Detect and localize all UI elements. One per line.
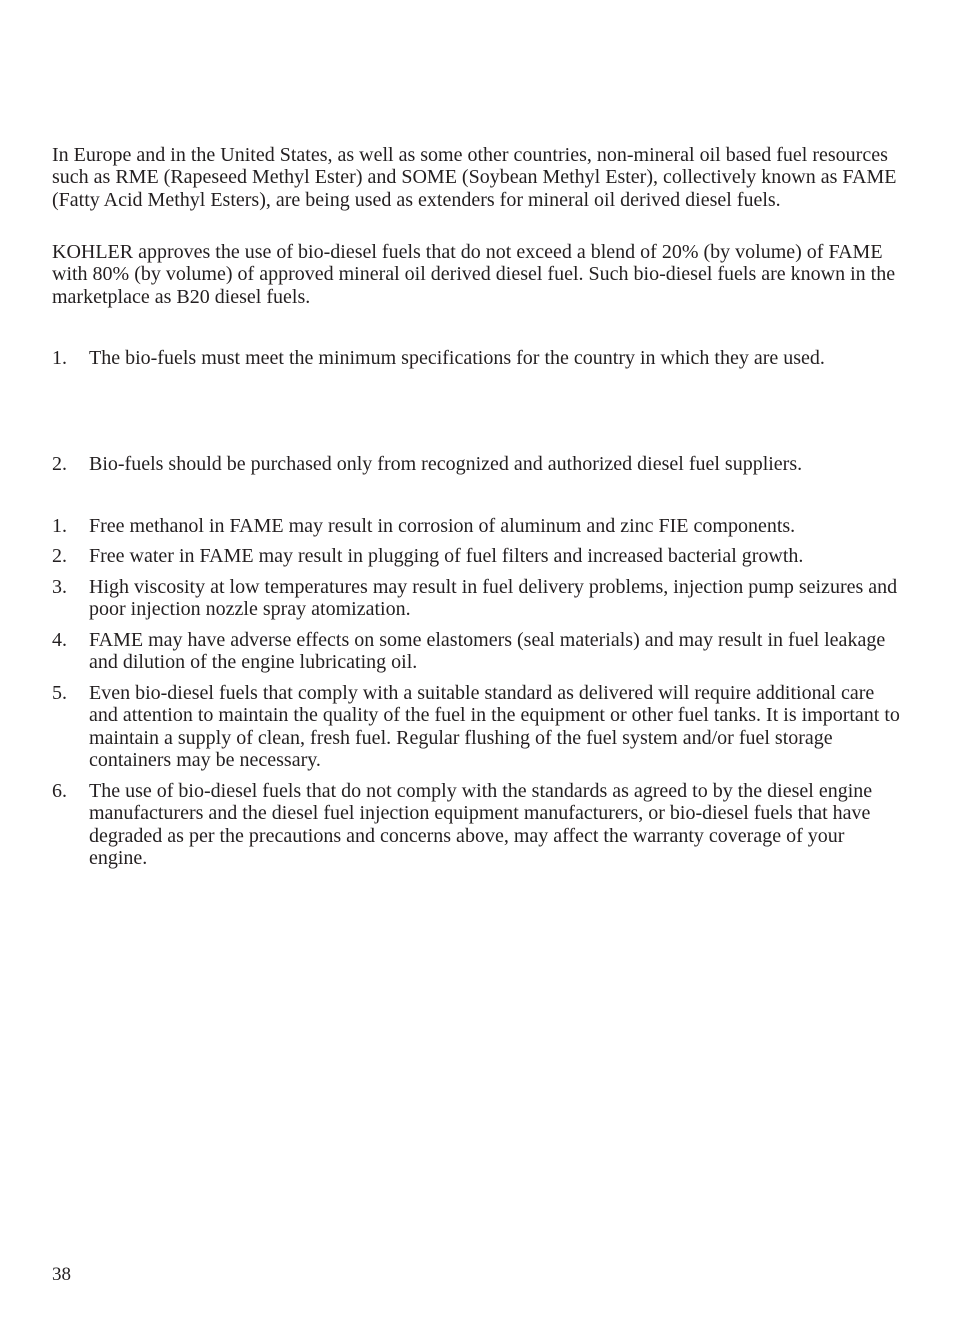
concern-item [52,515,902,537]
concern-item [52,629,902,674]
list-number: 3. [52,576,67,598]
list-text: The use of bio-diesel fuels that do not comply with the standards as agreed to by the diesel engine manufacturers and the diesel fuel injection equipment manufacturers, or bio-diesel fuels that have degraded as per the precautions and concerns above, may affect the warranty coverage of your engine. [89,780,873,870]
list-text: Even bio-diesel fuels that comply with a suitable standard as delivered will require additional care and attention to maintain the quality of the fuel in the equipment or other fuel tanks. It is important to maintain a supply of clean, fresh fuel. Regular flushing of the fuel system and/or fuel storage containers may be necessary. [89,682,900,772]
list-number: 1. [52,515,67,537]
list-text: Free water in FAME may result in plugging of fuel filters and increased bacterial growth. [89,545,804,567]
list-number: 5. [52,682,67,704]
list-text: FAME may have adverse effects on some elastomers (seal materials) and may result in fuel leakage and dilution of the engine lubricating oil. [89,629,886,674]
list-text: Bio-fuels should be purchased only from recognized and authorized diesel fuel suppliers. [89,453,803,475]
page-number: 38 [52,1264,71,1285]
requirement-item [52,347,902,369]
list-number: 6. [52,780,67,802]
list-text: The bio-fuels must meet the minimum specifications for the country in which they are used. [89,347,825,369]
concern-item [52,682,902,772]
list-number: 2. [52,453,67,475]
list-number: 4. [52,629,67,651]
list-text: High viscosity at low temperatures may result in fuel delivery problems, injection pump seizures and poor injection nozzle spray atomization. [89,576,898,621]
concern-item [52,576,902,621]
requirement-item [52,453,902,475]
list-number: 2. [52,545,67,567]
concern-item [52,780,902,870]
intro-paragraph: In Europe and in the United States, as well as some other countries, non-mineral oil based fuel resources such as RME (Rapeseed Methyl Ester) and SOME (Soybean Methyl Ester), collectively known as FAME (Fatty Acid Methyl Esters), are being used as extenders for mineral oil derived diesel fuels. [52,144,897,211]
list-text: Free methanol in FAME may result in corrosion of aluminum and zinc FIE components. [89,515,796,537]
concern-item [52,545,902,567]
approval-paragraph: KOHLER approves the use of bio-diesel fuels that do not exceed a blend of 20% (by volume) of FAME with 80% (by volume) of approved mineral oil derived diesel fuel. Such bio-diesel fuels are known in the marketplace as B20 diesel fuels. [52,241,896,308]
list-number: 1. [52,347,67,369]
